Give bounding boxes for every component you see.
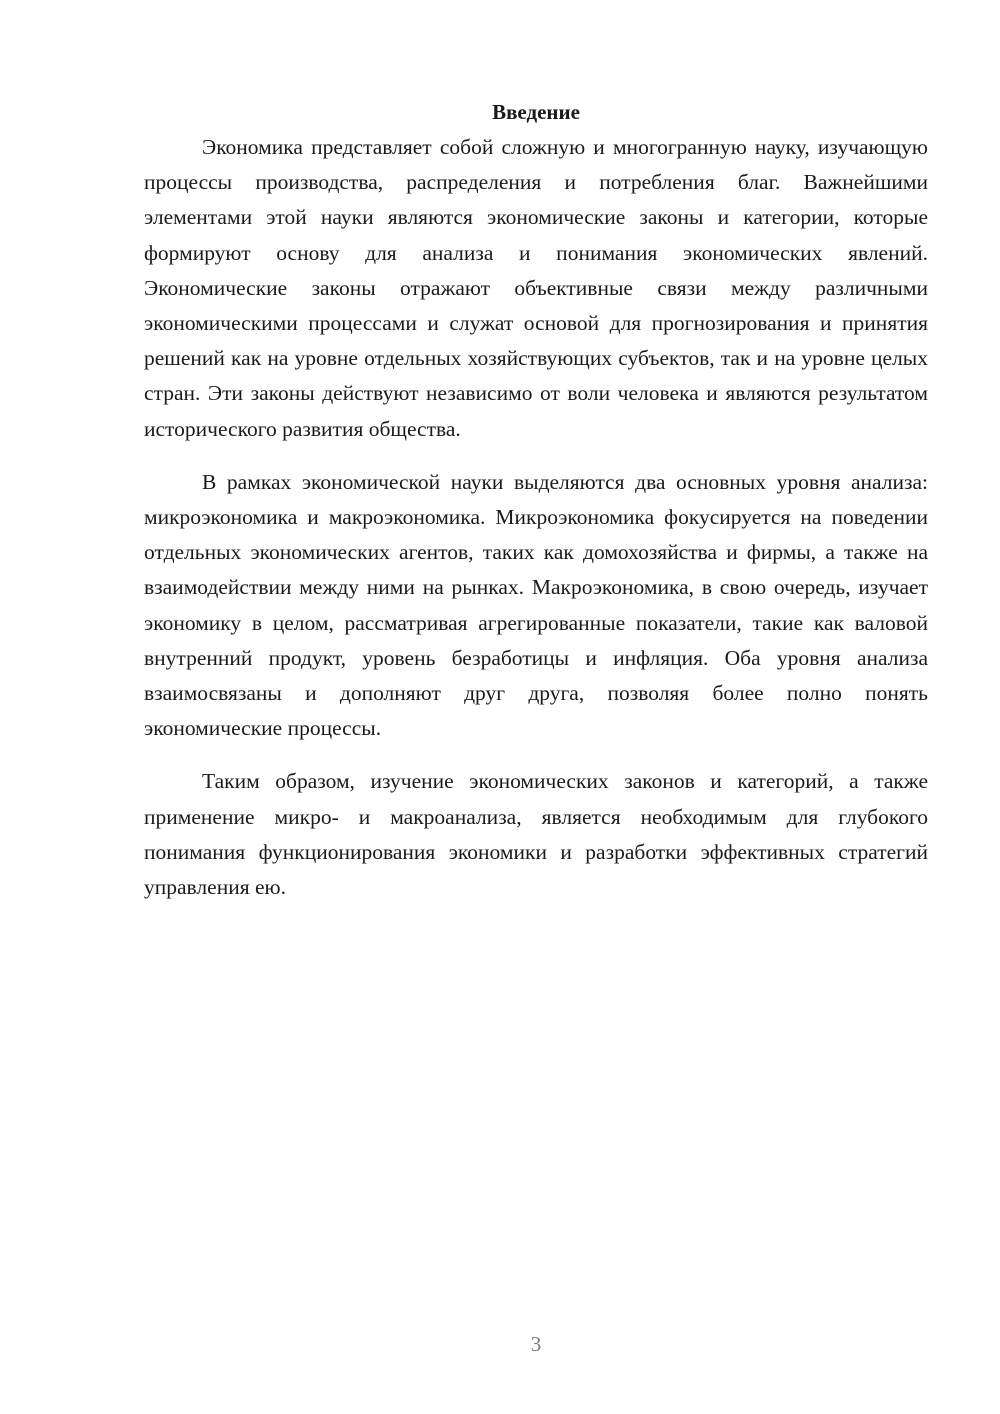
paragraph-2: В рамках экономической науки выделяются два основных уровня анализа: микроэкономика и макроэкономика. Микроэкономика фокусируется на поведении отдельных экономических агентов, таких как домохозяйства и фирмы, а также на взаимодействии между ними на рынках. Макроэкономика, в свою очередь, изучает экономику в целом, рассматривая агрегированные показатели, такие как валовой внутренний продукт, уровень безработицы и инфляция. Оба уровня анализа взаимосвязаны и дополняют друг друга, позволяя более полно понять экономические процессы. [144,469,928,741]
paragraph-3: Таким образом, изучение экономических законов и категорий, а также применение микро- и макроанализа, является необходимым для глубокого понимания функционирования экономики и разработки эффективных стратегий управления ею. [144,769,928,900]
paragraph-1: Экономика представляет собой сложную и многогранную науку, изучающую процессы производства, распределения и потребления благ. Важнейшими элементами этой науки являются экономические законы и категории, которые формируют основу для анализа и понимания экономических явлений. Экономические законы отражают объективные связи между различными экономическими процессами и служат основой для прогнозирования и принятия решений как на уровне отдельных хозяйствующих субъектов, так и на уровне целых стран. Эти законы действуют независимо от воли человека и являются результатом исторического развития общества. [144,135,928,441]
page-number: 3 [530,1332,542,1356]
page-content [144,95,928,905]
section-title: Введение [492,100,580,124]
